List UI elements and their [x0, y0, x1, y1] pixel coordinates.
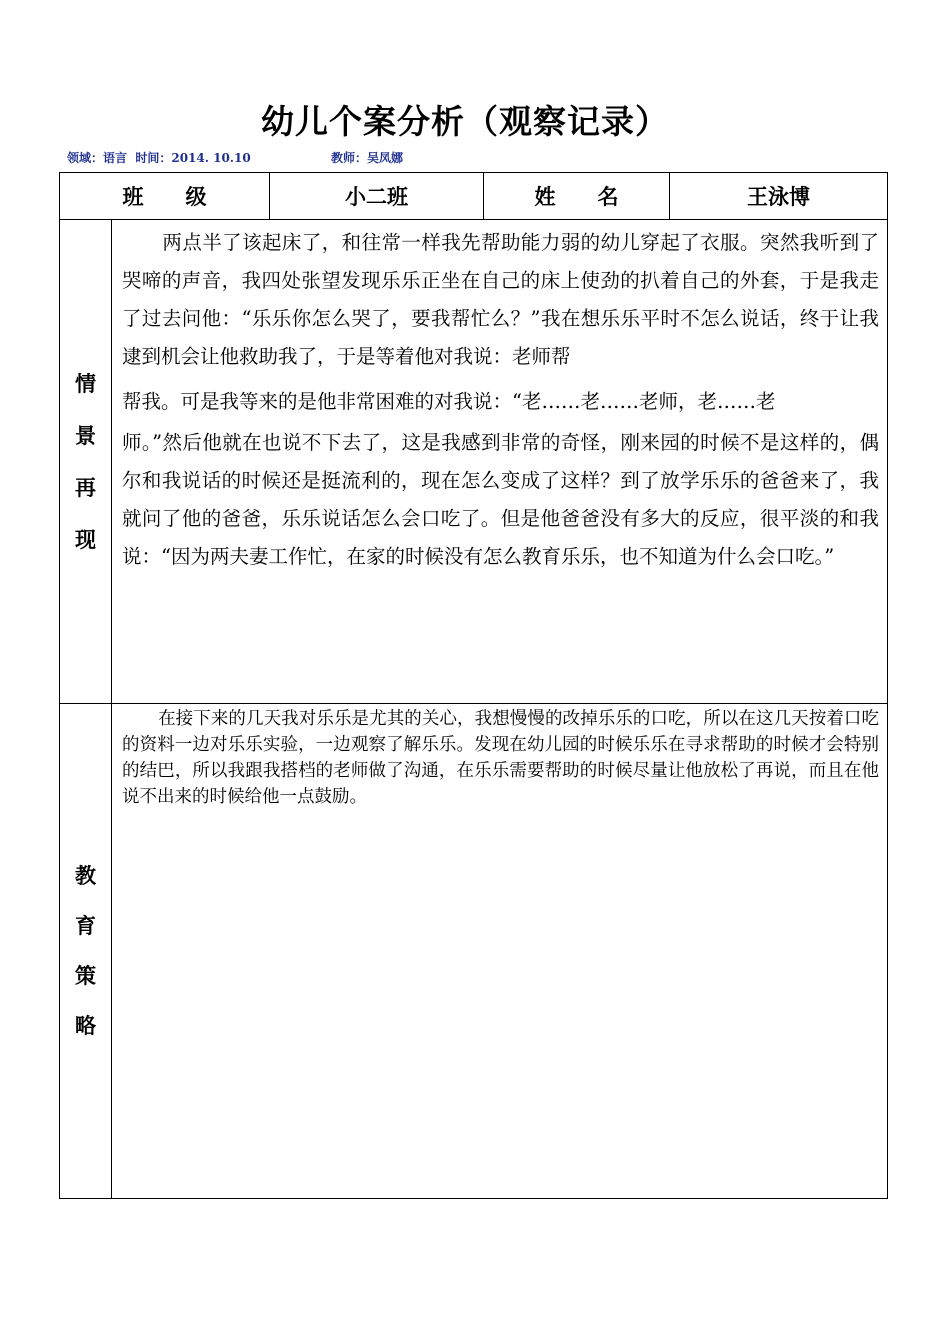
observation-table: [59, 172, 888, 1199]
strategy-side-char-2: 育: [75, 914, 96, 938]
domain-time-text: 领域：语言 时间：2014. 10.10: [67, 151, 251, 165]
strategy-side-char-3: 策: [75, 964, 96, 988]
strategy-paragraph-1: 在接下来的几天我对乐乐是尤其的关心，我想慢慢的改掉乐乐的口吃，所以在这几天按着口吃的资料一边对乐乐实验，一边观察了解乐乐。发现在幼儿园的时候乐乐在寻求帮助的时候才会特别的结巴，所以我跟我搭档的老师做了沟通，在乐乐需要帮助的时候尽量让他放松了再说，而且在他说不出来的时候给他一点鼓励。: [122, 709, 879, 807]
page-title: 幼儿个案分析（观察记录）: [261, 102, 669, 141]
scene-side-char-4: 现: [75, 527, 96, 552]
scene-paragraph-1: 两点半了该起床了，和往常一样我先帮助能力弱的幼儿穿起了衣服。突然我听到了哭啼的声音，我四处张望发现乐乐正坐在自己的床上使劲的扒着自己的外套，于是我走了过去问他：“乐乐你怎么哭了，要我帮忙么？”我在想乐乐平时不怎么说话，终于让我逮到机会让他救助我了，于是等着他对我说：老师帮: [122, 231, 879, 368]
strategy-row: [60, 704, 888, 1199]
scene-content: [112, 220, 888, 704]
teacher-text: 教师：吴凤娜: [331, 151, 404, 165]
strategy-side-char-4: 略: [75, 1014, 96, 1038]
name-value: 王泳博: [747, 185, 810, 209]
name-label-cell: [484, 173, 670, 220]
scene-row: [60, 220, 888, 704]
scene-paragraph-3: 师。”然后他就在也说不下去了，这是我感到非常的奇怪，刚来园的时候不是这样的，偶尔和我说话的时候还是挺流利的，现在怎么变成了这样？到了放学乐乐的爸爸来了，我就问了他的爸爸，乐乐说话怎么会口吃了。但是他爸爸没有多大的反应，很平淡的和我说：“因为两夫妻工作忙，在家的时候没有怎么教育乐乐，也不知道为什么会口吃。”: [122, 431, 879, 568]
strategy-side-label: [60, 704, 112, 1199]
class-label-cell: [60, 173, 270, 220]
class-value: 小二班: [345, 185, 408, 209]
class-label-char-2: 级: [185, 185, 207, 209]
scene-side-char-3: 再: [75, 475, 96, 500]
class-label-char-1: 班: [122, 185, 144, 209]
name-value-cell: [670, 173, 888, 220]
header-row: [60, 173, 888, 220]
name-label-char-1: 姓: [534, 185, 556, 209]
class-value-cell: [270, 173, 484, 220]
scene-side-label: [60, 220, 112, 704]
meta-line: [67, 150, 404, 166]
scene-side-char-1: 情: [75, 371, 96, 396]
scene-paragraph-2: 帮我。可是我等来的是他非常困难的对我说：“老……老……老师，老……老: [122, 390, 776, 413]
name-label-char-2: 名: [597, 185, 619, 209]
strategy-side-char-1: 教: [75, 864, 96, 888]
scene-side-char-2: 景: [75, 423, 96, 448]
strategy-content: [112, 704, 888, 1199]
